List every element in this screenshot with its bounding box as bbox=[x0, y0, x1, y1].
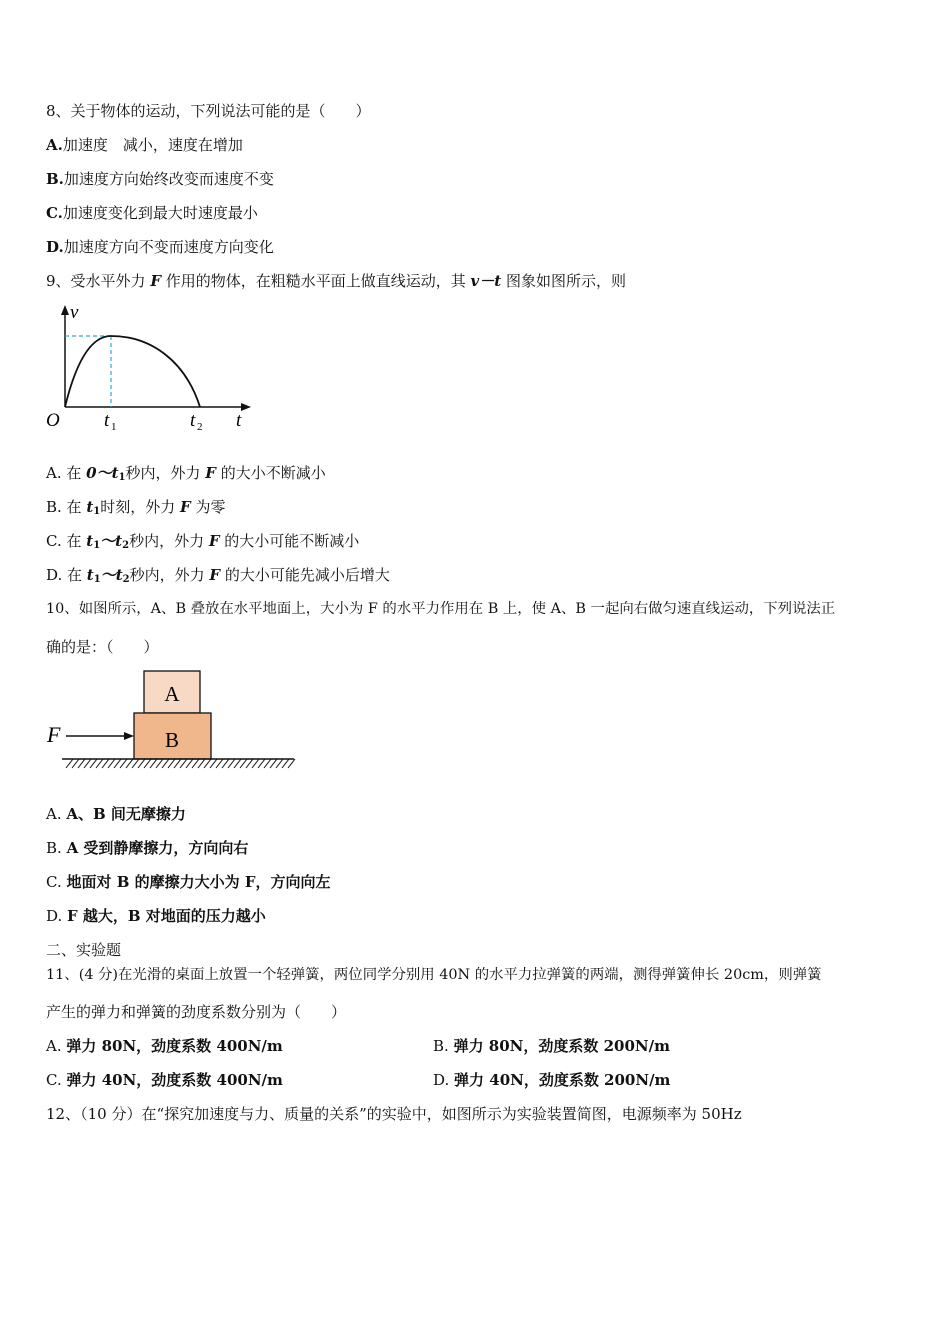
hatch-line bbox=[90, 759, 97, 768]
subscript: 1 bbox=[118, 472, 126, 483]
q11-stem-line2: 产生的弹力和弹簧的劲度系数分别为（ ） bbox=[46, 1003, 347, 1021]
subscript: 1 bbox=[93, 540, 101, 551]
option-text: 为零 bbox=[190, 498, 226, 516]
hatch-line bbox=[126, 759, 133, 768]
q8-option-d bbox=[46, 237, 274, 257]
option-text: 弹力 80N，劲度系数 200N/m bbox=[453, 1037, 670, 1055]
option-prefix: D. bbox=[46, 907, 68, 925]
hatch-line bbox=[234, 759, 241, 768]
force-symbol: F bbox=[209, 566, 221, 584]
force-symbol: F bbox=[205, 464, 216, 482]
option-mark: B. bbox=[46, 170, 64, 188]
option-text: F 越大，B 对地面的压力越小 bbox=[67, 907, 266, 925]
velocity-curve bbox=[65, 336, 200, 407]
hatch-line bbox=[198, 759, 205, 768]
option-text: 加速度方向不变而速度方向变化 bbox=[63, 238, 274, 256]
hatch-line bbox=[168, 759, 175, 768]
q9-option-c bbox=[46, 531, 359, 556]
hatch-line bbox=[288, 759, 295, 768]
hatch-line bbox=[228, 759, 235, 768]
hatch-line bbox=[204, 759, 211, 768]
option-prefix: A. bbox=[46, 1037, 67, 1055]
hatch-line bbox=[114, 759, 121, 768]
hatch-line bbox=[192, 759, 199, 768]
option-prefix: A. 在 bbox=[46, 464, 87, 482]
hatch-line bbox=[276, 759, 283, 768]
option-text: 的大小不断减小 bbox=[215, 464, 326, 482]
hatch-line bbox=[282, 759, 289, 768]
q9-option-a bbox=[46, 463, 326, 488]
option-text: 弹力 40N，劲度系数 400N/m bbox=[66, 1071, 283, 1089]
option-text: 的大小可能先减小后增大 bbox=[220, 566, 390, 584]
option-prefix: A. bbox=[46, 805, 67, 823]
hatch-line bbox=[84, 759, 91, 768]
subscript: 1 bbox=[93, 574, 101, 585]
q11-option-d bbox=[433, 1070, 670, 1090]
option-text: 弹力 80N，劲度系数 400N/m bbox=[66, 1037, 283, 1055]
q11-option-c bbox=[46, 1070, 283, 1090]
hatch-line bbox=[138, 759, 145, 768]
option-prefix: B. bbox=[46, 839, 67, 857]
t-axis-arrow bbox=[241, 403, 251, 411]
option-prefix: D. 在 bbox=[46, 566, 87, 584]
ground-hatching bbox=[66, 759, 295, 768]
vt-graph bbox=[40, 300, 260, 440]
vt-symbol: v－t bbox=[470, 272, 502, 290]
option-text: 秒内，外力 bbox=[125, 464, 206, 482]
hatch-line bbox=[240, 759, 247, 768]
option-mark: C. bbox=[46, 204, 63, 222]
hatch-line bbox=[156, 759, 163, 768]
option-text: 地面对 B 的摩擦力大小为 F，方向向左 bbox=[66, 873, 331, 891]
option-text: A、B 间无摩擦力 bbox=[66, 805, 186, 823]
hatch-line bbox=[180, 759, 187, 768]
hatch-line bbox=[222, 759, 229, 768]
time-range: 0～t bbox=[86, 464, 119, 482]
v-axis-label: v bbox=[70, 302, 79, 323]
hatch-line bbox=[96, 759, 103, 768]
option-text: 弹力 40N，劲度系数 200N/m bbox=[454, 1071, 671, 1089]
force-label: F bbox=[47, 722, 61, 747]
hatch-line bbox=[132, 759, 139, 768]
q10-stem-line2: 确的是：（ ） bbox=[46, 638, 159, 656]
hatch-line bbox=[66, 759, 73, 768]
time-symbol: t bbox=[86, 566, 94, 584]
hatch-line bbox=[246, 759, 253, 768]
t1-label: t bbox=[104, 410, 110, 431]
q10-option-d bbox=[46, 906, 266, 926]
option-text: 时刻，外力 bbox=[100, 498, 181, 516]
q9-stem bbox=[46, 271, 626, 291]
q9-option-b bbox=[46, 497, 225, 522]
option-text: 的大小可能不断减小 bbox=[219, 532, 360, 550]
option-prefix: C. bbox=[46, 1071, 67, 1089]
q11-stem-line1: 11、(4 分)在光滑的桌面上放置一个轻弹簧，两位同学分别用 40N 的水平力拉弹簧的两端，测得弹簧伸长 20cm，则弹簧 bbox=[46, 967, 822, 983]
stem-text: 作用的物体，在粗糙水平面上做直线运动，其 bbox=[160, 272, 471, 290]
force-arrow-head bbox=[124, 732, 134, 740]
hatch-line bbox=[120, 759, 127, 768]
hatch-line bbox=[72, 759, 79, 768]
hatch-line bbox=[144, 759, 151, 768]
section-title: 二、实验题 bbox=[46, 941, 122, 959]
q8-option-a bbox=[46, 135, 243, 155]
hatch-line bbox=[210, 759, 217, 768]
hatch-line bbox=[162, 759, 169, 768]
force-symbol: F bbox=[150, 272, 161, 290]
q10-stem-line1: 10、如图所示，A、B 叠放在水平地面上，大小为 F 的水平力作用在 B 上，使 A、B 一起向右做匀速直线运动，下列说法正 bbox=[46, 601, 836, 617]
hatch-line bbox=[78, 759, 85, 768]
force-symbol: F bbox=[180, 498, 191, 516]
q8-option-c bbox=[46, 203, 258, 223]
option-prefix: C. 在 bbox=[46, 532, 87, 550]
option-text: 加速度 减小，速度在增加 bbox=[62, 136, 243, 154]
q10-option-c bbox=[46, 872, 330, 892]
q8-option-b bbox=[46, 169, 274, 189]
time-symbol: ～t bbox=[100, 566, 123, 584]
t2-label: t bbox=[190, 410, 196, 431]
force-symbol: F bbox=[208, 532, 220, 550]
hatch-line bbox=[264, 759, 271, 768]
option-text: 秒内，外力 bbox=[129, 566, 210, 584]
option-text: 加速度变化到最大时速度最小 bbox=[62, 204, 258, 222]
origin-label: O bbox=[46, 410, 60, 431]
hatch-line bbox=[270, 759, 277, 768]
hatch-line bbox=[252, 759, 259, 768]
option-text: 加速度方向始终改变而速度不变 bbox=[63, 170, 274, 188]
option-prefix: C. bbox=[46, 873, 67, 891]
hatch-line bbox=[258, 759, 265, 768]
hatch-line bbox=[174, 759, 181, 768]
t1-subscript: 1 bbox=[111, 421, 117, 433]
hatch-line bbox=[186, 759, 193, 768]
stem-text: 图象如图所示，则 bbox=[501, 272, 626, 290]
q11-option-b bbox=[433, 1036, 670, 1056]
stem-text: 9、受水平外力 bbox=[46, 272, 151, 290]
subscript: 2 bbox=[122, 574, 130, 585]
blocks-figure bbox=[44, 668, 304, 778]
q10-option-a bbox=[46, 804, 186, 824]
subscript: 2 bbox=[122, 540, 130, 551]
block-a-label: A bbox=[164, 682, 180, 706]
hatch-line bbox=[150, 759, 157, 768]
hatch-line bbox=[102, 759, 109, 768]
q11-option-a bbox=[46, 1036, 283, 1056]
hatch-line bbox=[108, 759, 115, 768]
q8-stem: 8、关于物体的运动，下列说法可能的是（ ） bbox=[46, 102, 371, 120]
t-axis-label: t bbox=[236, 410, 242, 431]
option-mark: D. bbox=[46, 238, 64, 256]
q9-option-d bbox=[46, 565, 390, 590]
option-prefix: B. 在 bbox=[46, 498, 87, 516]
option-prefix: B. bbox=[433, 1037, 454, 1055]
v-axis-arrow bbox=[61, 305, 69, 315]
q10-option-b bbox=[46, 838, 248, 858]
option-text: A 受到静摩擦力，方向向右 bbox=[66, 839, 249, 857]
q12-stem: 12、（10 分）在“探究加速度与力、质量的关系”的实验中，如图所示为实验装置简图，电源频率为 50Hz bbox=[46, 1105, 742, 1123]
option-prefix: D. bbox=[433, 1071, 455, 1089]
subscript: 1 bbox=[93, 506, 101, 517]
option-mark: A. bbox=[46, 136, 63, 154]
option-text: 秒内，外力 bbox=[129, 532, 209, 550]
block-b-label: B bbox=[164, 728, 180, 752]
time-symbol: t bbox=[86, 532, 94, 550]
t2-subscript: 2 bbox=[197, 421, 203, 433]
time-symbol: ～t bbox=[100, 532, 123, 550]
time-symbol: t bbox=[86, 498, 94, 516]
hatch-line bbox=[216, 759, 223, 768]
